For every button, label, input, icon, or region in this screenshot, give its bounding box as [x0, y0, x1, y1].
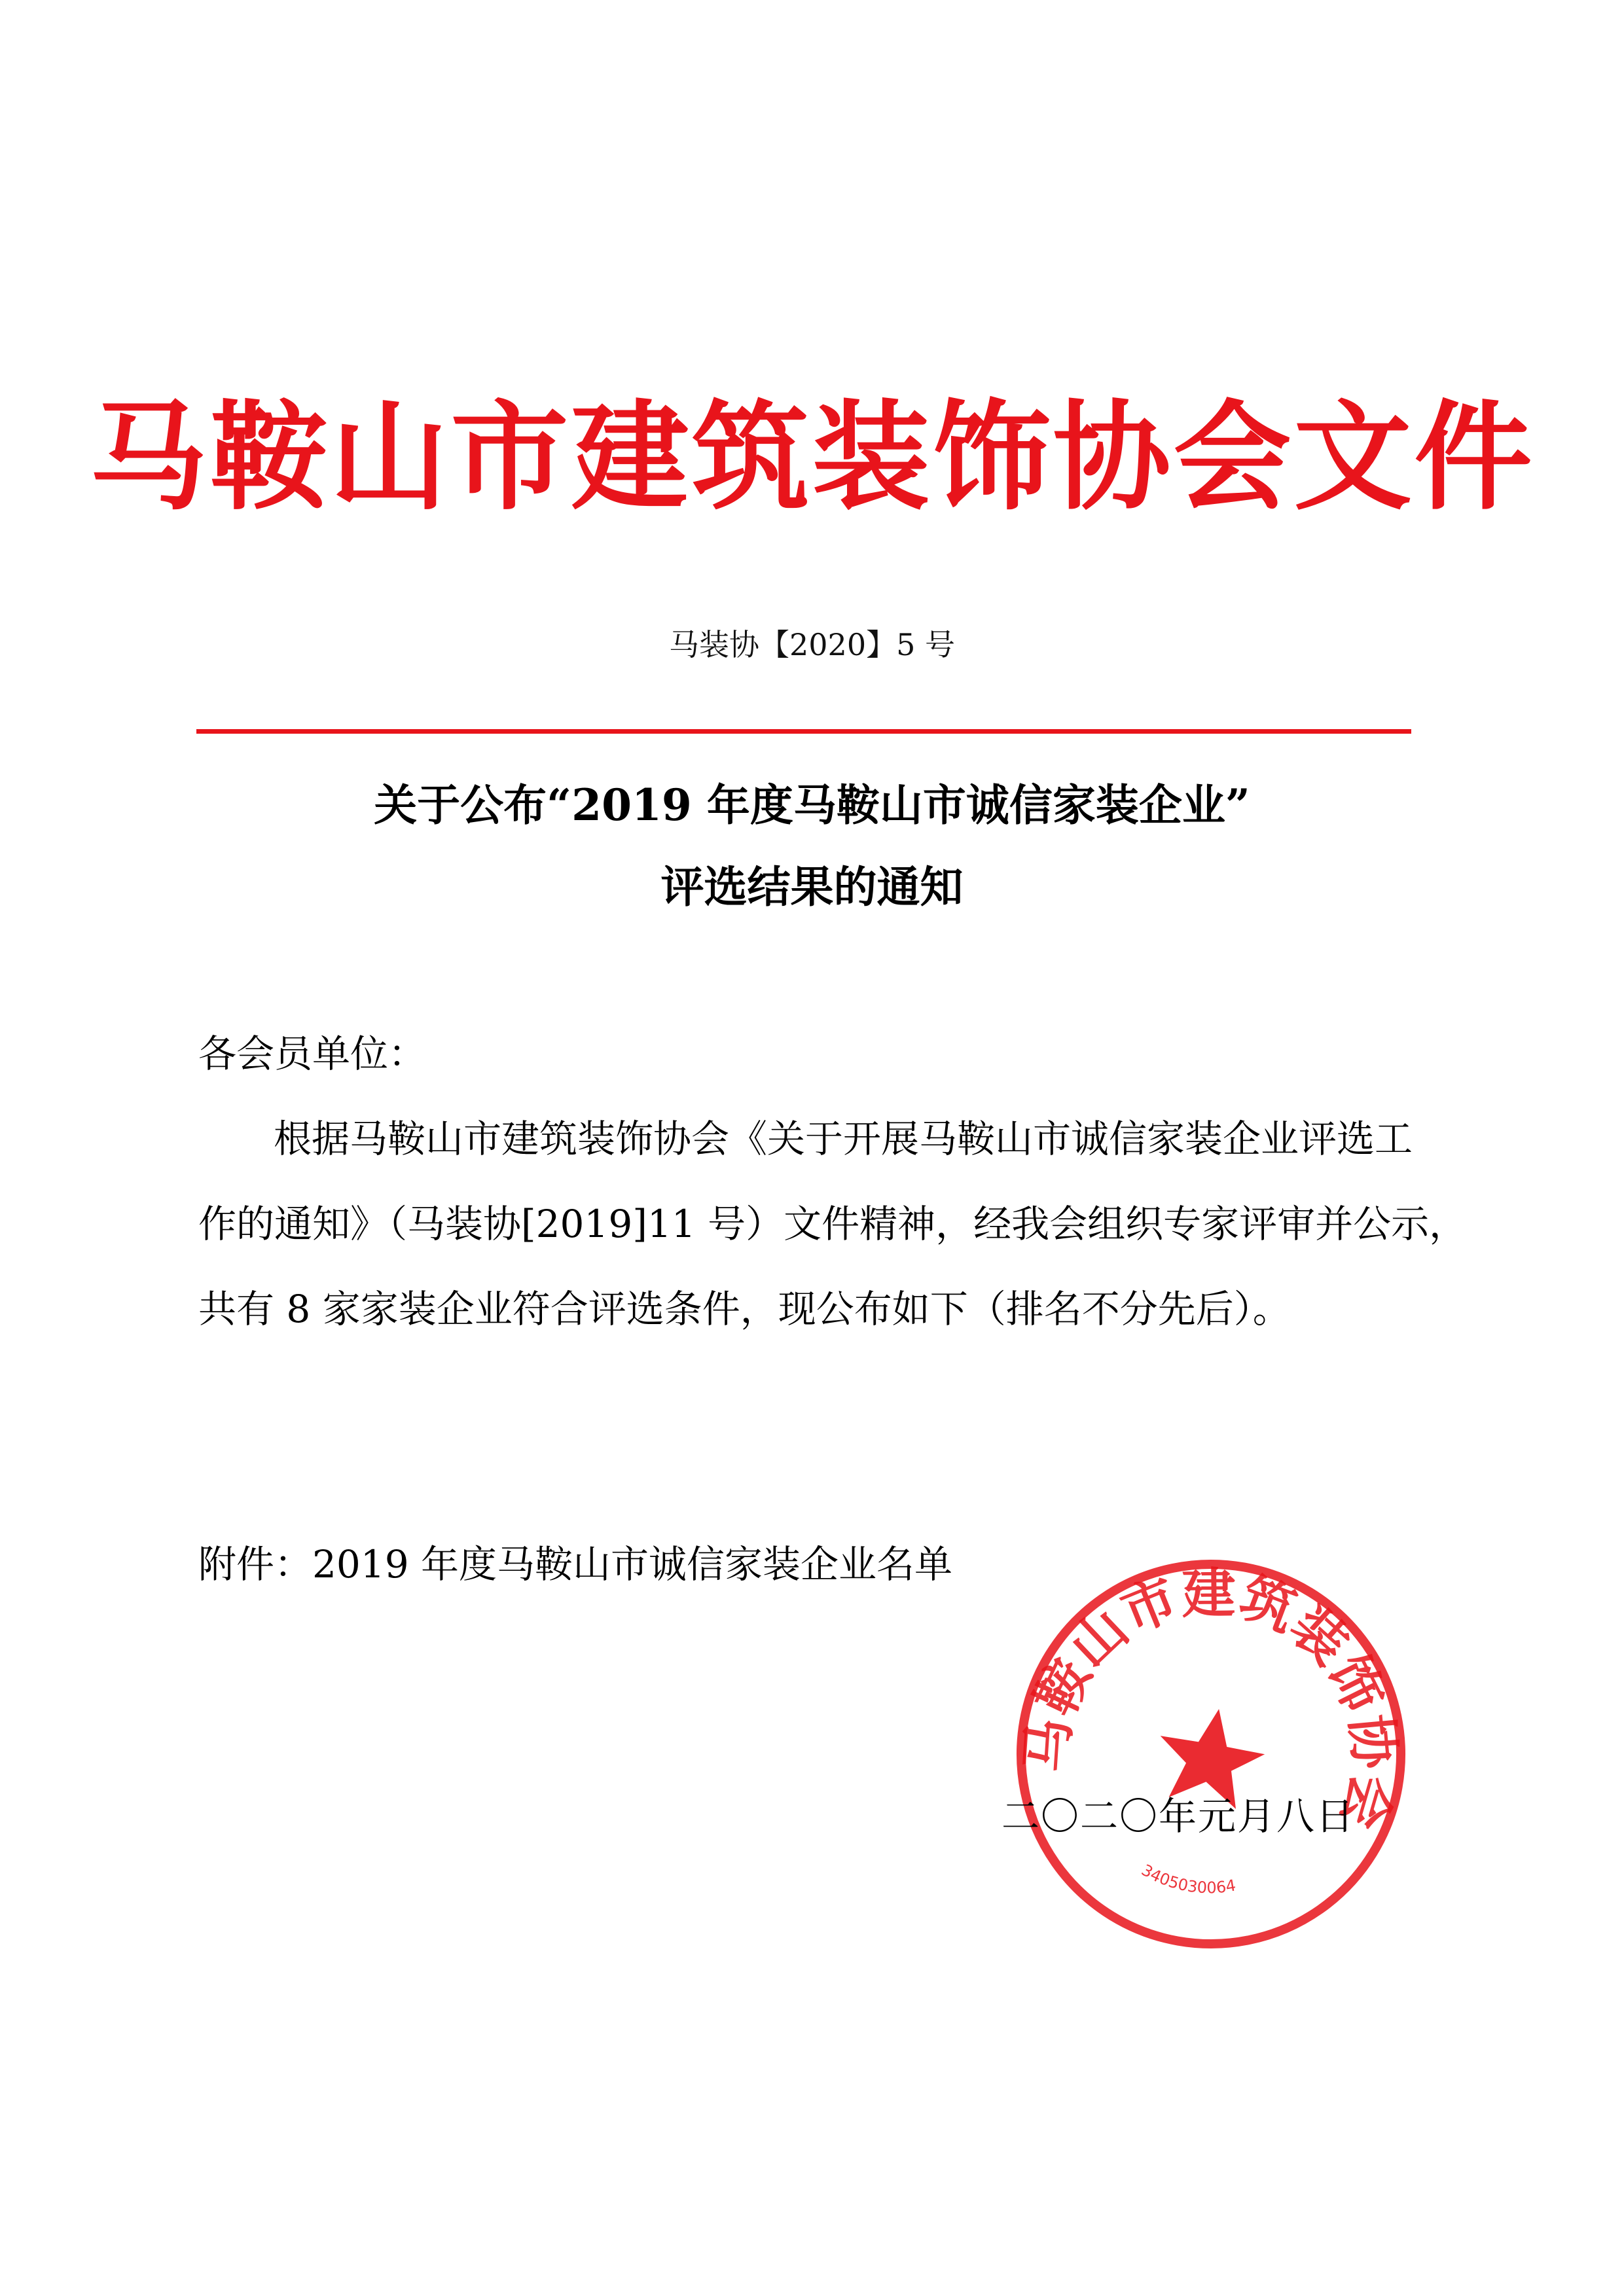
official-seal [976, 1519, 1446, 1989]
document-header-title: 马鞍山市建筑装饰协会文件 [89, 389, 1535, 526]
document-number: 马装协【2020】5 号 [669, 627, 955, 662]
notice-title-line-2: 评选结果的通知 [660, 861, 964, 912]
body-paragraph-line: 作的通知》（马装协[2019]11 号）文件精神，经我会组织专家评审并公示， [198, 1202, 1468, 1246]
seal-graphic [976, 1519, 1446, 1989]
svg-text:3405030064 [1137, 1859, 1240, 1903]
header-divider [196, 729, 1411, 734]
seal-code: 3405030064 [1138, 1861, 1238, 1897]
body-paragraph-line: 根据马鞍山市建筑装饰协会《关于开展马鞍山市诚信家装企业评选工 [274, 1117, 1413, 1161]
seal-text: 马鞍山市建筑装饰协会 [1016, 1562, 1405, 1836]
notice-title-line-1: 关于公布“2019 年度马鞍山市诚信家装企业” [374, 780, 1250, 831]
issue-date: 二〇二〇年元月八日 [1001, 1794, 1356, 1839]
salutation: 各会员单位： [198, 1031, 427, 1076]
attachment-note: 附件：2019 年度马鞍山市诚信家装企业名单 [198, 1542, 953, 1587]
body-paragraph-line: 共有 8 家家装企业符合评选条件，现公布如下（排名不分先后）。 [198, 1287, 1291, 1331]
